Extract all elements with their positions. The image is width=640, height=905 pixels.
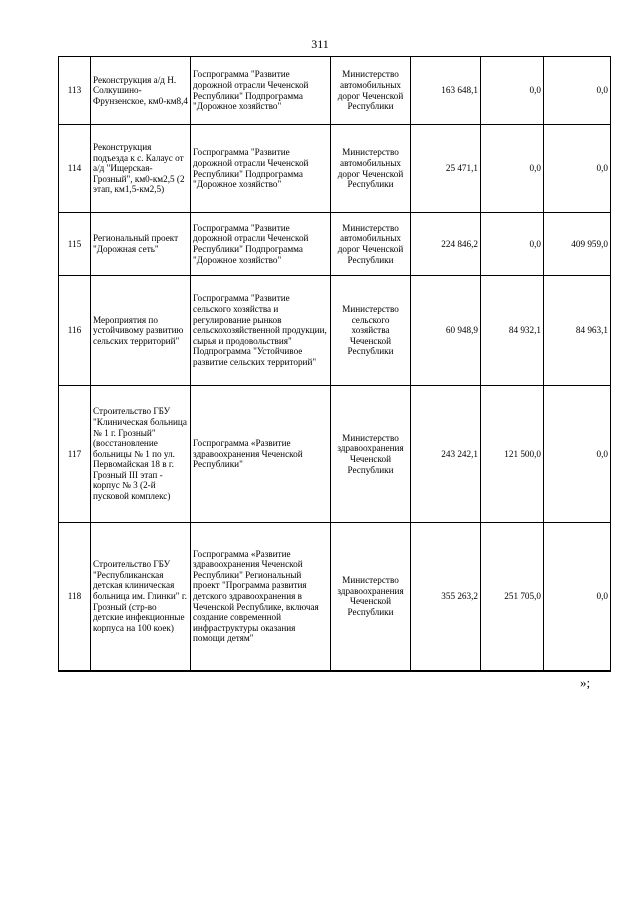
amount-year-3: 0,0: [544, 57, 611, 125]
amount-year-2: 251 705,0: [481, 523, 544, 671]
amount-year-2: 0,0: [481, 125, 544, 213]
amount-year-2: 121 500,0: [481, 386, 544, 523]
amount-year-2: 0,0: [481, 57, 544, 125]
table-row: [59, 57, 611, 125]
table-row: [59, 523, 611, 671]
table-row: [59, 125, 611, 213]
program-name: Госпрограмма "Развитие сельского хозяйства и регулирование рынков сельскохозяйственной продукции, сырья и продовольствия" Подпрограмма "Устойчивое развитие сельских территорий": [191, 276, 331, 386]
object-name: Строительство ГБУ "Республиканская детская клиническая больница им. Глинки" г. Грозный (стр-во детские инфекционные корпуса на 100 коек): [91, 523, 191, 671]
amount-year-3: 84 963,1: [544, 276, 611, 386]
executor-name: Министерство автомобильных дорог Чеченской Республики: [331, 213, 411, 276]
object-name: Реконструкция а/д Н. Солкушино-Фрунзенское, км0-км8,4: [91, 57, 191, 125]
table-row: [59, 213, 611, 276]
amount-year-2: 0,0: [481, 213, 544, 276]
row-number: 116: [59, 276, 91, 386]
page-number: 311: [311, 37, 329, 51]
executor-name: Министерство сельского хозяйства Чеченской Республики: [331, 276, 411, 386]
amount-year-1: 355 263,2: [411, 523, 481, 671]
object-name: Реконструкция подъезда к с. Калаус от а/д "Ищерская-Грозный", км0-км2,5 (2 этап, км1,5-км2,5): [91, 125, 191, 213]
object-name: Мероприятия по устойчивому развитию сельских территорий": [91, 276, 191, 386]
row-number: 114: [59, 125, 91, 213]
executor-name: Министерство здравоохранения Чеченской Республики: [331, 386, 411, 523]
amount-year-3: 0,0: [544, 125, 611, 213]
executor-name: Министерство автомобильных дорог Чеченской Республики: [331, 57, 411, 125]
amount-year-1: 60 948,9: [411, 276, 481, 386]
amount-year-3: 0,0: [544, 386, 611, 523]
row-number: 117: [59, 386, 91, 523]
executor-name: Министерство здравоохранения Чеченской Республики: [331, 523, 411, 671]
amount-year-3: 0,0: [544, 523, 611, 671]
program-name: Госпрограмма "Развитие дорожной отрасли Чеченской Республики" Подпрограмма "Дорожное хозяйство": [191, 125, 331, 213]
object-name: Региональный проект "Дорожная сеть": [91, 213, 191, 276]
program-name: Госпрограмма «Развитие здравоохранения Чеченской Республики" Региональный проект "Программа развития детского здравоохранения в Чеченской Республике, включая создание современной инфраструктуры оказания помощи детям": [191, 523, 331, 671]
object-name: Строительство ГБУ "Клиническая больница № 1 г. Грозный" (восстановление больницы № 1 по ул. Первомайская 18 в г. Грозный III этап - корпус № 3 (2-й пусковой комплекс): [91, 386, 191, 523]
program-name: Госпрограмма "Развитие дорожной отрасли Чеченской Республики" Подпрограмма "Дорожное хозяйство": [191, 57, 331, 125]
executor-name: Министерство автомобильных дорог Чеченской Республики: [331, 125, 411, 213]
program-name: Госпрограмма "Развитие дорожной отрасли Чеченской Республики" Подпрограмма "Дорожное хозяйство": [191, 213, 331, 276]
amount-year-1: 243 242,1: [411, 386, 481, 523]
table-row: [59, 386, 611, 523]
table-row: [59, 276, 611, 386]
row-number: 115: [59, 213, 91, 276]
amount-year-2: 84 932,1: [481, 276, 544, 386]
program-name: Госпрограмма «Развитие здравоохранения Чеченской Республики": [191, 386, 331, 523]
amount-year-1: 163 648,1: [411, 57, 481, 125]
row-number: 118: [59, 523, 91, 671]
amount-year-1: 224 846,2: [411, 213, 481, 276]
amount-year-1: 25 471,1: [411, 125, 481, 213]
closing-quote: »;: [580, 675, 591, 690]
amount-year-3: 409 959,0: [544, 213, 611, 276]
budget-table: [58, 56, 611, 672]
row-number: 113: [59, 57, 91, 125]
